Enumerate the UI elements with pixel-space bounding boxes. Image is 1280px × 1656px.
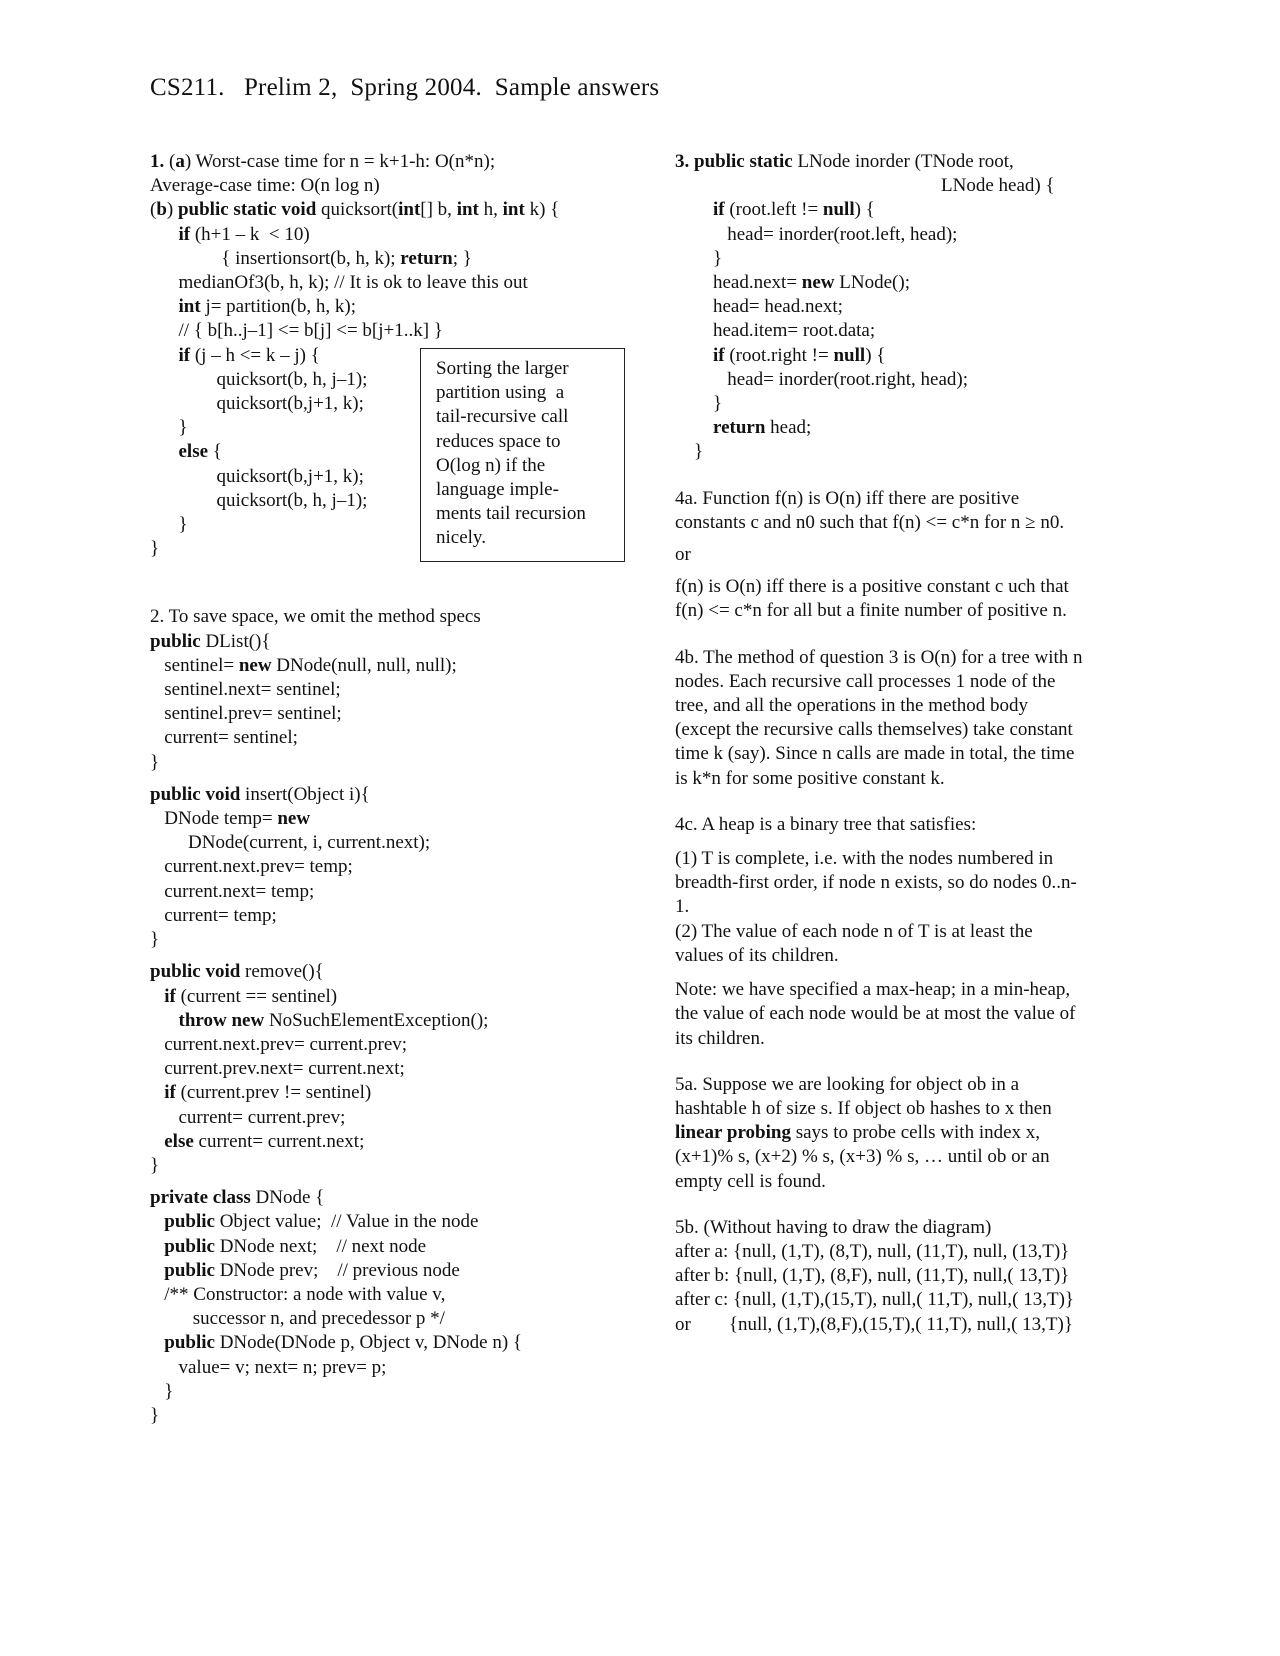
text-line: or {null, (1,T),(8,F),(15,T),( 11,T), null,( 13,T)} — [675, 1313, 1073, 1335]
text-line: 1. (a) Worst-case time for n = k+1-h: O(n*n); — [150, 151, 496, 172]
text-line: quicksort(b,j+1, k); — [150, 465, 364, 487]
text-line: else { — [178, 441, 222, 463]
note-line: ments tail recursion — [436, 503, 586, 525]
text-line: Average-case time: O(n log n) — [150, 175, 380, 197]
question-4a-definition-1 — [675, 487, 1130, 535]
text-line: medianOf3(b, h, k); // It is ok to leave this out — [150, 272, 528, 294]
text-line: return head; — [713, 417, 812, 439]
question-3-block — [675, 150, 1130, 465]
text-line: (1) T is complete, i.e. with the nodes numbered in — [675, 848, 1054, 870]
text-line: public Object value; // Value in the node — [164, 1211, 479, 1233]
text-line: } — [150, 514, 188, 536]
question-5a-block — [675, 1073, 1130, 1194]
heap-property-2 — [675, 920, 1130, 968]
text-line: public DNode(DNode p, Object v, DNode n) { — [164, 1332, 523, 1354]
text-line: current.next= temp; — [150, 880, 315, 902]
question-2-insert-method — [150, 783, 650, 952]
note-line: reduces space to — [436, 430, 561, 452]
question-2-remove-method — [150, 960, 650, 1178]
text-line: DNode(current, i, current.next); — [150, 832, 431, 854]
text-line: its children. — [675, 1027, 765, 1049]
text-line: if (j – h <= k – j) { — [178, 344, 320, 366]
text-line: private class DNode { — [150, 1187, 325, 1209]
heap-property-1 — [675, 847, 1130, 920]
note-line: nicely. — [436, 527, 486, 549]
text-line: breadth-first order, if node n exists, so do nodes 0..n- — [675, 872, 1077, 894]
text-line: current.prev.next= current.next; — [150, 1058, 405, 1080]
text-line: if (current == sentinel) — [164, 985, 338, 1007]
text-line: if (root.left != null) { — [713, 199, 875, 221]
text-line: } — [150, 1404, 160, 1426]
text-line: current.next.prev= current.prev; — [150, 1033, 408, 1055]
question-5b-block — [675, 1216, 1130, 1337]
text-line: if (h+1 – k < 10) — [178, 223, 310, 245]
text-line: successor n, and precedessor p */ — [150, 1308, 445, 1330]
text-line: public void insert(Object i){ — [150, 783, 370, 805]
note-line: Sorting the larger — [436, 358, 569, 379]
text-line: quicksort(b,j+1, k); — [150, 393, 364, 415]
text-line: } — [150, 929, 160, 951]
left-column — [150, 150, 650, 1428]
text-line: public void remove(){ — [150, 961, 324, 983]
text-line: LNode head) { — [675, 175, 1055, 197]
text-line: } — [675, 441, 704, 463]
text-line: head.item= root.data; — [675, 320, 876, 342]
text-line: head= head.next; — [675, 296, 843, 318]
or-separator: or — [675, 544, 691, 566]
text-line: { insertionsort(b, h, k); return; } — [150, 247, 472, 269]
text-line: } — [150, 1380, 174, 1402]
text-line: value= v; next= n; prev= p; — [150, 1356, 387, 1378]
text-line: head= inorder(root.left, head); — [675, 223, 958, 245]
text-line: } — [150, 1154, 160, 1176]
text-line: 3. public static LNode inorder (TNode root, — [675, 151, 1014, 172]
text-line: linear probing says to probe cells with index x, — [675, 1122, 1041, 1144]
text-line: 1. — [675, 896, 690, 918]
text-line: current.next.prev= temp; — [150, 856, 353, 878]
text-line: sentinel.next= sentinel; — [150, 679, 341, 701]
text-line: if (root.right != null) { — [713, 344, 886, 366]
text-line: quicksort(b, h, j–1); — [150, 489, 368, 511]
question-2-dlist-constructor — [150, 605, 650, 774]
text-line: 4a. Function f(n) is O(n) iff there are positive — [675, 487, 1020, 509]
text-line: 4b. The method of question 3 is O(n) for a tree with n — [675, 646, 1083, 668]
text-line: public DNode next; // next node — [164, 1235, 427, 1257]
text-line: f(n) <= c*n for all but a finite number of positive n. — [675, 600, 1067, 622]
text-line: else current= current.next; — [164, 1130, 365, 1152]
text-line: after b: {null, (1,T), (8,F), null, (11,T), null,( 13,T)} — [675, 1265, 1070, 1287]
text-line: current= sentinel; — [150, 727, 298, 749]
text-line: the value of each node would be at most the value of — [675, 1003, 1076, 1025]
note-line: partition using a — [436, 382, 565, 404]
note-line: O(log n) if the — [436, 454, 546, 476]
text-line: current= current.prev; — [150, 1106, 346, 1128]
text-line: (b) public static void quicksort(int[] b, int h, int k) { — [150, 199, 560, 221]
text-line: tree, and all the operations in the method body — [675, 695, 1028, 717]
text-line: } — [150, 751, 160, 773]
text-line: public DNode prev; // previous node — [164, 1259, 460, 1281]
text-line: hashtable h of size s. If object ob hashes to x then — [675, 1097, 1052, 1119]
text-line: } — [150, 417, 188, 439]
text-line: 5a. Suppose we are looking for object ob in a — [675, 1073, 1020, 1095]
question-4a-definition-2 — [675, 575, 1130, 623]
page-title: CS211. Prelim 2, Spring 2004. Sample answers — [150, 74, 660, 101]
text-line: head= inorder(root.right, head); — [675, 368, 968, 390]
right-column — [675, 150, 1130, 1337]
text-line: } — [150, 538, 160, 560]
question-4c-intro: 4c. A heap is a binary tree that satisfies: — [675, 813, 977, 835]
text-line: f(n) is O(n) iff there is a positive constant c uch that — [675, 576, 1069, 598]
note-line: tail-recursive call — [436, 406, 569, 428]
text-line: int j= partition(b, h, k); — [178, 296, 356, 318]
text-line: sentinel.prev= sentinel; — [150, 703, 342, 725]
text-line: nodes. Each recursive call processes 1 node of the — [675, 670, 1056, 692]
text-line: throw new NoSuchElementException(); — [178, 1009, 489, 1031]
text-line: after c: {null, (1,T),(15,T), null,( 11,T), null,( 13,T)} — [675, 1289, 1075, 1311]
text-line: 5b. (Without having to draw the diagram) — [675, 1216, 992, 1238]
text-line: constants c and n0 such that f(n) <= c*n for n ≥ n0. — [675, 511, 1065, 533]
text-line: time k (say). Since n calls are made in total, the time — [675, 743, 1075, 765]
heap-note — [675, 978, 1130, 1051]
text-line: empty cell is found. — [675, 1170, 826, 1192]
quicksort-note-box — [420, 348, 625, 562]
text-line: // { b[h..j–1] <= b[j] <= b[j+1..k] } — [150, 320, 443, 342]
text-line: current= temp; — [150, 904, 277, 926]
text-line: public DList(){ — [150, 630, 271, 652]
text-line: /** Constructor: a node with value v, — [150, 1283, 446, 1305]
text-line: (x+1)% s, (x+2) % s, (x+3) % s, … until ob or an — [675, 1146, 1050, 1168]
text-line: DNode temp= new — [150, 808, 311, 830]
text-line: values of its children. — [675, 944, 839, 966]
text-line: Note: we have specified a max-heap; in a min-heap, — [675, 979, 1071, 1001]
text-line: after a: {null, (1,T), (8,T), null, (11,T), null, (13,T)} — [675, 1240, 1070, 1262]
text-line: } — [675, 247, 723, 269]
text-line: if (current.prev != sentinel) — [164, 1082, 372, 1104]
text-line: (except the recursive calls themselves) take constant — [675, 719, 1073, 741]
question-4b-block — [675, 646, 1130, 791]
question-2-dnode-class — [150, 1186, 650, 1428]
note-line: language imple- — [436, 479, 559, 501]
text-line: 2. To save space, we omit the method specs — [150, 606, 481, 628]
text-line: quicksort(b, h, j–1); — [150, 368, 368, 390]
text-line: (2) The value of each node n of T is at least the — [675, 920, 1033, 942]
text-line: is k*n for some positive constant k. — [675, 767, 945, 789]
text-line: sentinel= new DNode(null, null, null); — [150, 654, 457, 676]
text-line: head.next= new LNode(); — [675, 272, 910, 294]
text-line: } — [675, 393, 723, 415]
